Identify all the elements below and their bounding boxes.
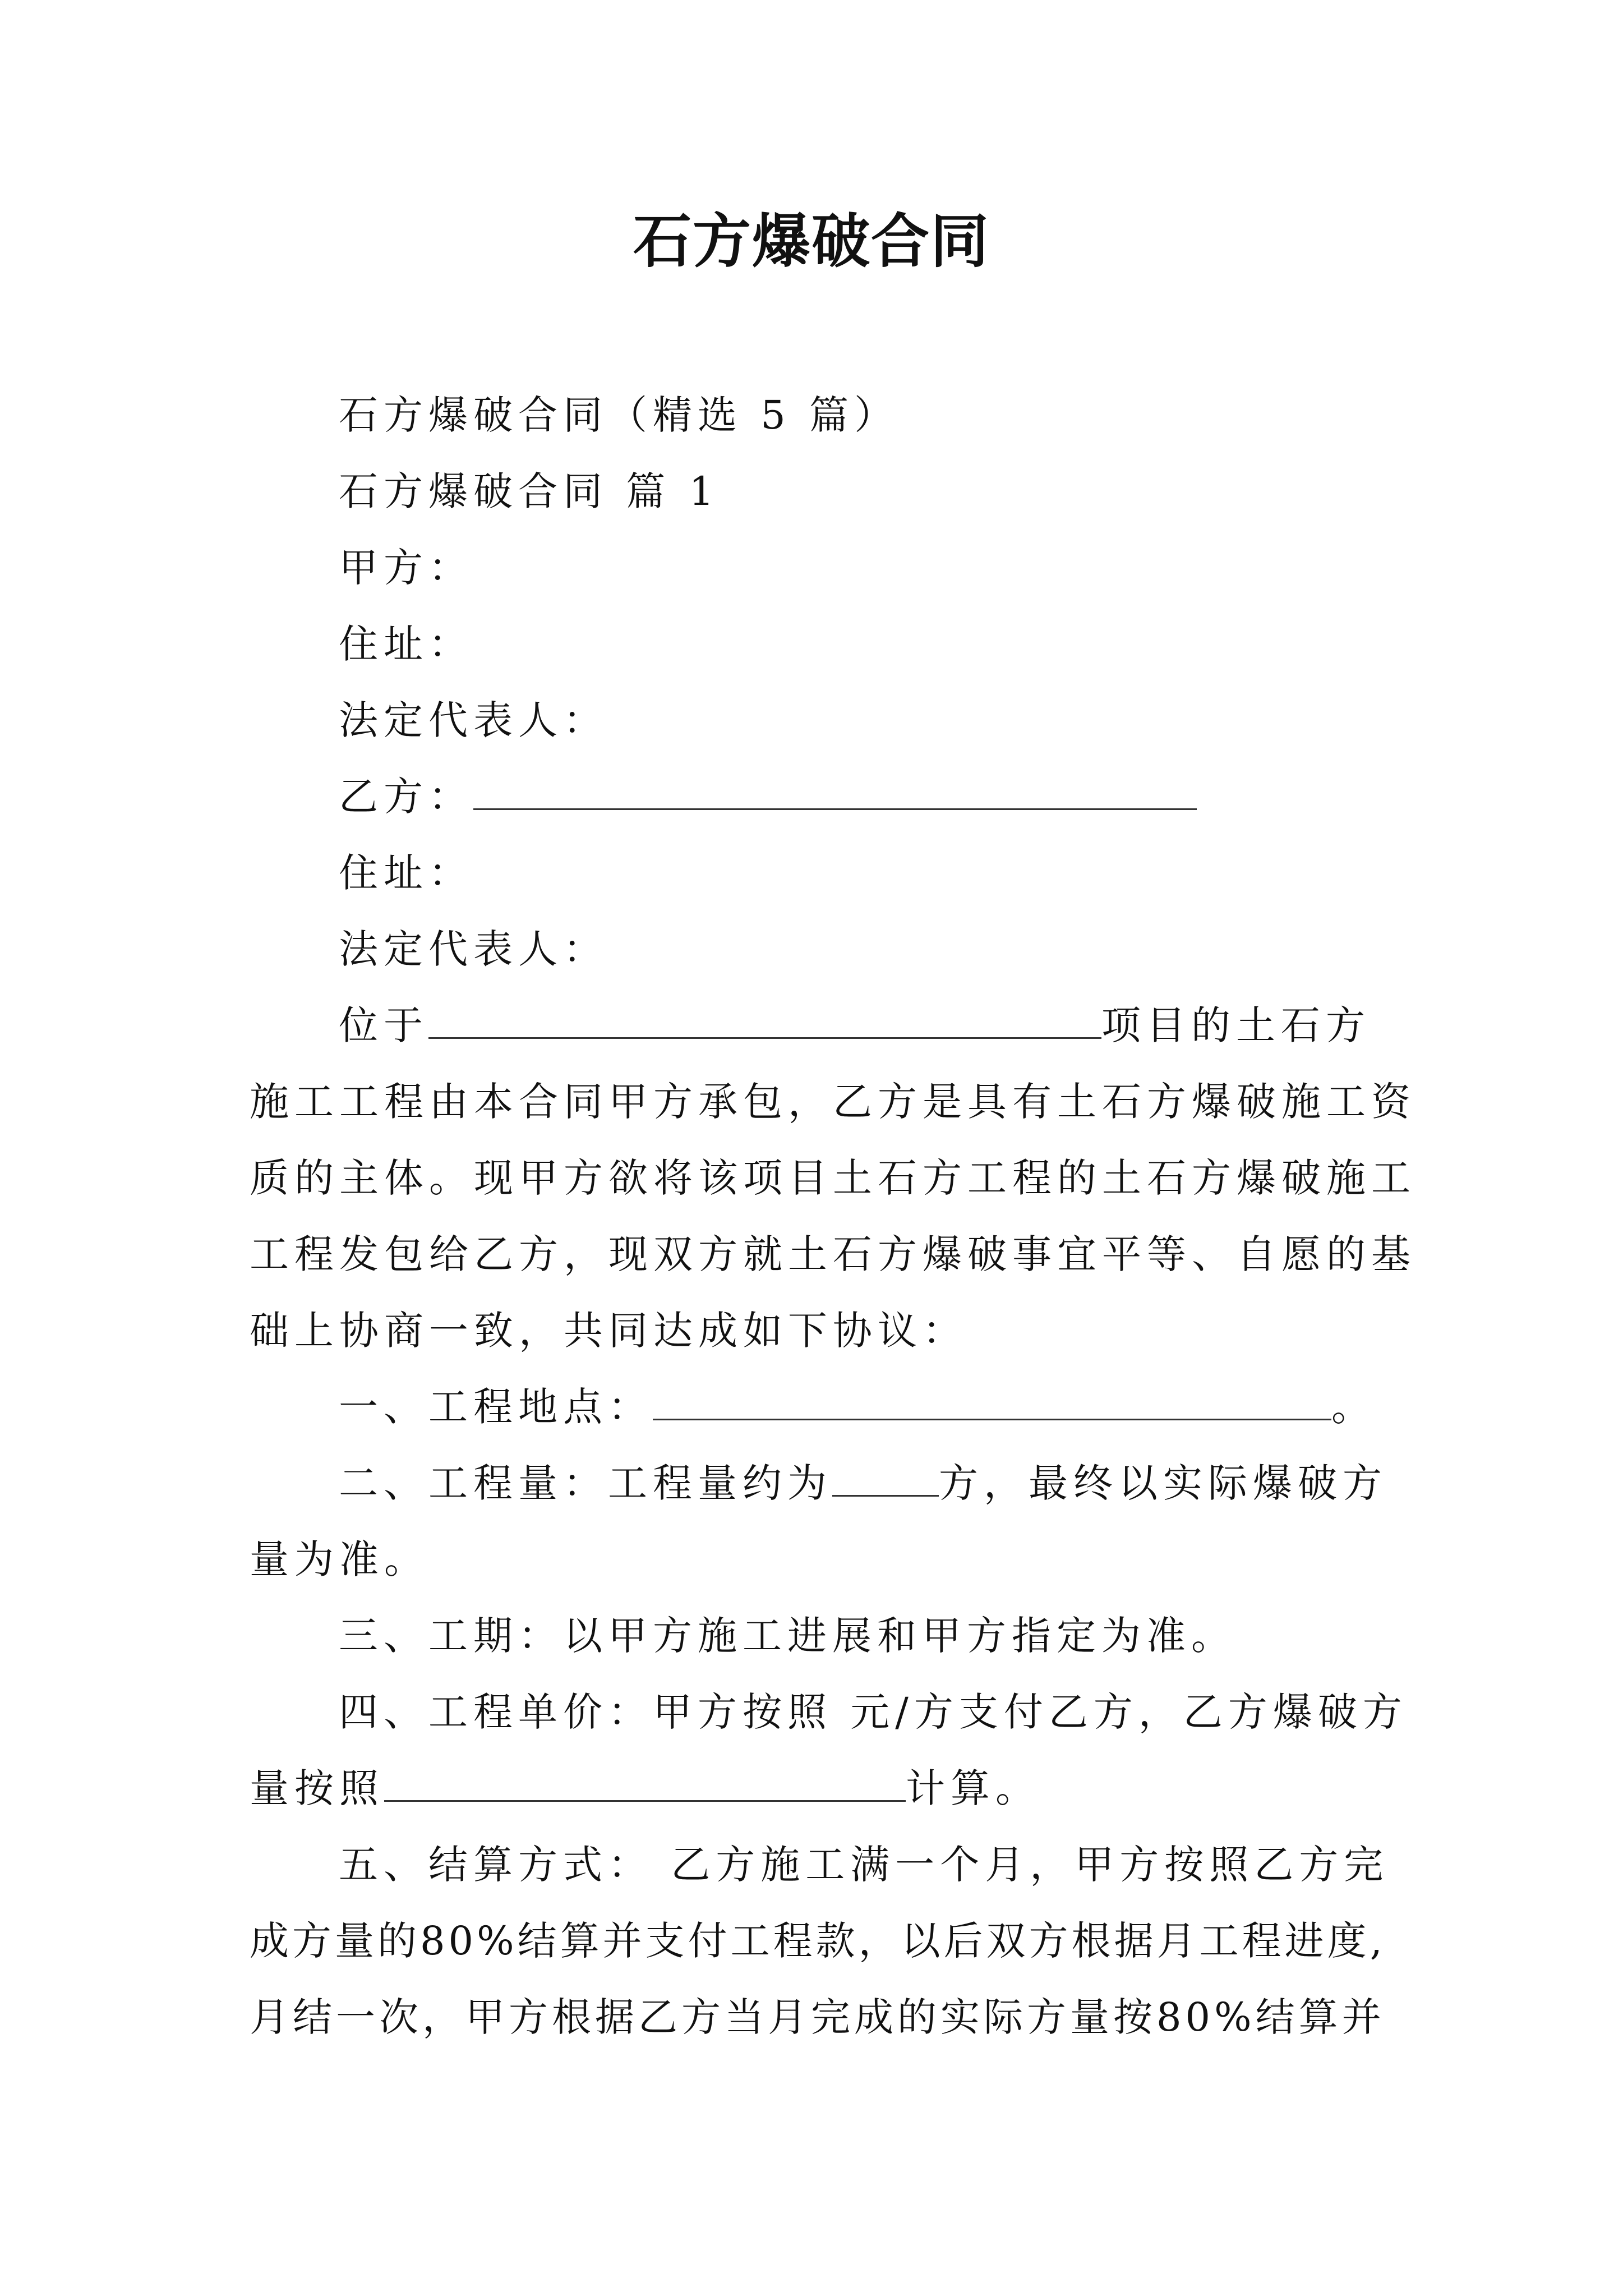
clause-1-end: 。 <box>1331 1384 1376 1430</box>
party-a-representative-label: 法定代表人： <box>339 697 608 743</box>
intro-line-2: 施工工程由本合同甲方承包，乙方是具有土石方爆破施工资 <box>250 1079 1416 1125</box>
party-b-blank <box>473 776 1197 810</box>
clause-5-line-3: 月结一次，甲方根据乙方当月完成的实际方量按80%结算并 <box>250 1994 1385 2040</box>
clause-4-line-2 <box>250 1760 1040 1816</box>
clause-2-start: 二、工程量：工程量约为 <box>339 1460 832 1506</box>
clause-4-line-1: 四、工程单价：甲方按照 元/方支付乙方，乙方爆破方 <box>339 1689 1408 1735</box>
location-blank <box>653 1386 1331 1420</box>
clause-2-line-1 <box>339 1455 1387 1511</box>
intro-start: 位于 <box>339 1002 428 1048</box>
intro-line-3: 质的主体。现甲方欲将该项目土石方工程的土石方爆破施工 <box>250 1155 1416 1201</box>
clause-5-line-2: 成方量的80%结算并支付工程款，以后双方根据月工程进度, <box>250 1918 1386 1964</box>
party-b-representative-label: 法定代表人： <box>339 926 608 972</box>
quantity-blank <box>832 1462 939 1497</box>
party-b-line <box>339 769 1197 825</box>
document-title: 石方爆破合同 <box>633 206 990 275</box>
party-b-address-label: 住址： <box>339 850 473 896</box>
clause-4-end: 计算。 <box>906 1765 1040 1811</box>
intro-line-5: 础上协商一致，共同达成如下协议： <box>250 1308 967 1354</box>
intro-line-1 <box>339 997 1371 1053</box>
intro-after-blank: 项目的土石方 <box>1101 1002 1371 1048</box>
clause-2-after-blank: 方，最终以实际爆破方 <box>939 1460 1387 1506</box>
clause-1 <box>339 1379 1376 1435</box>
project-blank <box>428 1005 1101 1039</box>
clause-5-line-1: 五、结算方式： 乙方施工满一个月，甲方按照乙方完 <box>339 1842 1389 1888</box>
clause-3: 三、工期：以甲方施工进展和甲方指定为准。 <box>339 1613 1236 1659</box>
section-heading: 石方爆破合同 篇 1 <box>339 468 720 514</box>
clause-2-line-2: 量为准。 <box>250 1536 429 1582</box>
party-b-label: 乙方： <box>339 774 473 820</box>
party-a-label: 甲方： <box>339 545 473 591</box>
clause-1-start: 一、工程地点： <box>339 1384 653 1430</box>
party-a-address-label: 住址： <box>339 621 473 667</box>
intro-line-4: 工程发包给乙方，现双方就土石方爆破事宜平等、自愿的基 <box>250 1231 1416 1277</box>
calculation-blank <box>384 1768 906 1802</box>
clause-4-start: 量按照 <box>250 1765 384 1811</box>
subtitle: 石方爆破合同（精选 5 篇） <box>339 392 900 438</box>
